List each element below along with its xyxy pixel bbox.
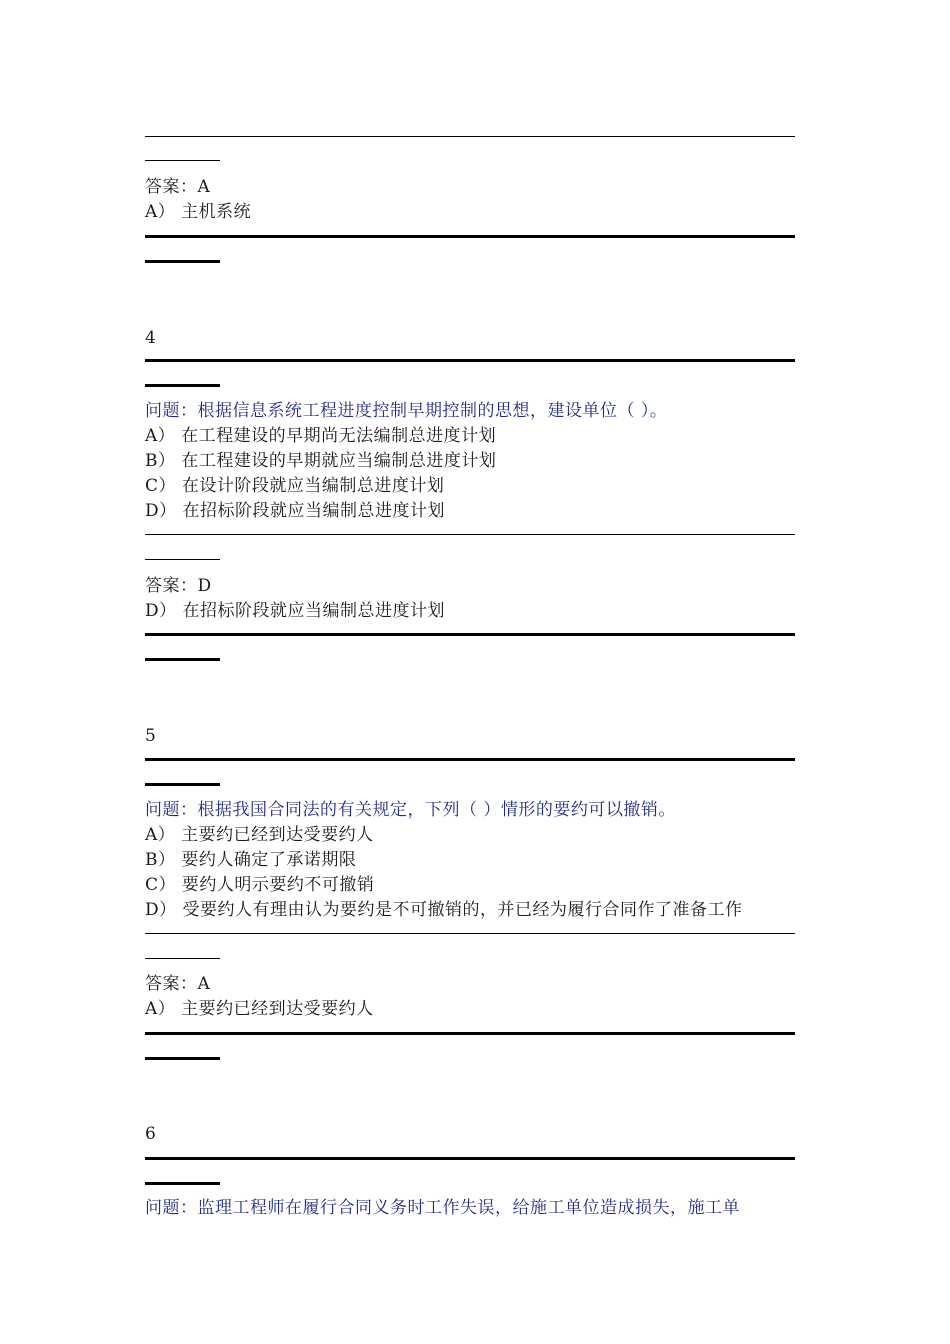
separator-thick-short	[145, 783, 220, 786]
option-a: A） 在工程建设的早期尚无法编制总进度计划	[145, 426, 497, 446]
question-number: 4	[145, 328, 157, 348]
option-b: B） 在工程建设的早期就应当编制总进度计划	[145, 451, 497, 471]
separator-thick-short	[145, 1057, 220, 1060]
separator-thin	[145, 534, 795, 535]
question-number: 6	[145, 1124, 157, 1144]
option-b: B） 要约人确定了承诺期限	[145, 850, 357, 870]
option-a: A） 主要约已经到达受要约人	[145, 825, 374, 845]
option-c: C） 要约人明示要约不可撤销	[145, 875, 375, 895]
question-text: 问题：根据信息系统工程进度控制早期控制的思想，建设单位（ ）。	[145, 401, 668, 421]
answer-text: A） 主要约已经到达受要约人	[145, 999, 374, 1019]
separator-thick	[145, 235, 795, 238]
separator-thick	[145, 359, 795, 362]
answer-text: D） 在招标阶段就应当编制总进度计划	[145, 601, 446, 621]
answer-label: 答案：A	[145, 177, 211, 197]
question-text: 问题：根据我国合同法的有关规定，下列（ ）情形的要约可以撤销。	[145, 800, 676, 820]
separator-thick	[145, 1157, 795, 1160]
separator-thick-short	[145, 260, 220, 263]
separator-thin	[145, 933, 795, 934]
separator-thick-short	[145, 1182, 220, 1185]
separator-thick	[145, 1032, 795, 1035]
option-c: C） 在设计阶段就应当编制总进度计划	[145, 476, 445, 496]
option-d: D） 在招标阶段就应当编制总进度计划	[145, 501, 446, 521]
separator-thin-short	[145, 160, 220, 161]
separator-thick-short	[145, 658, 220, 661]
separator-thick-short	[145, 384, 220, 387]
answer-label: 答案：D	[145, 576, 212, 596]
question-number: 5	[145, 726, 157, 746]
separator-thick	[145, 633, 795, 636]
separator-thick	[145, 758, 795, 761]
option-d: D） 受要约人有理由认为要约是不可撤销的，并已经为履行合同作了准备工作	[145, 900, 743, 920]
answer-text: A） 主机系统	[145, 202, 252, 222]
question-text: 问题：监理工程师在履行合同义务时工作失误，给施工单位造成损失，施工单	[145, 1198, 740, 1218]
separator-thin	[145, 136, 795, 137]
separator-thin-short	[145, 958, 220, 959]
answer-label: 答案：A	[145, 974, 211, 994]
separator-thin-short	[145, 559, 220, 560]
